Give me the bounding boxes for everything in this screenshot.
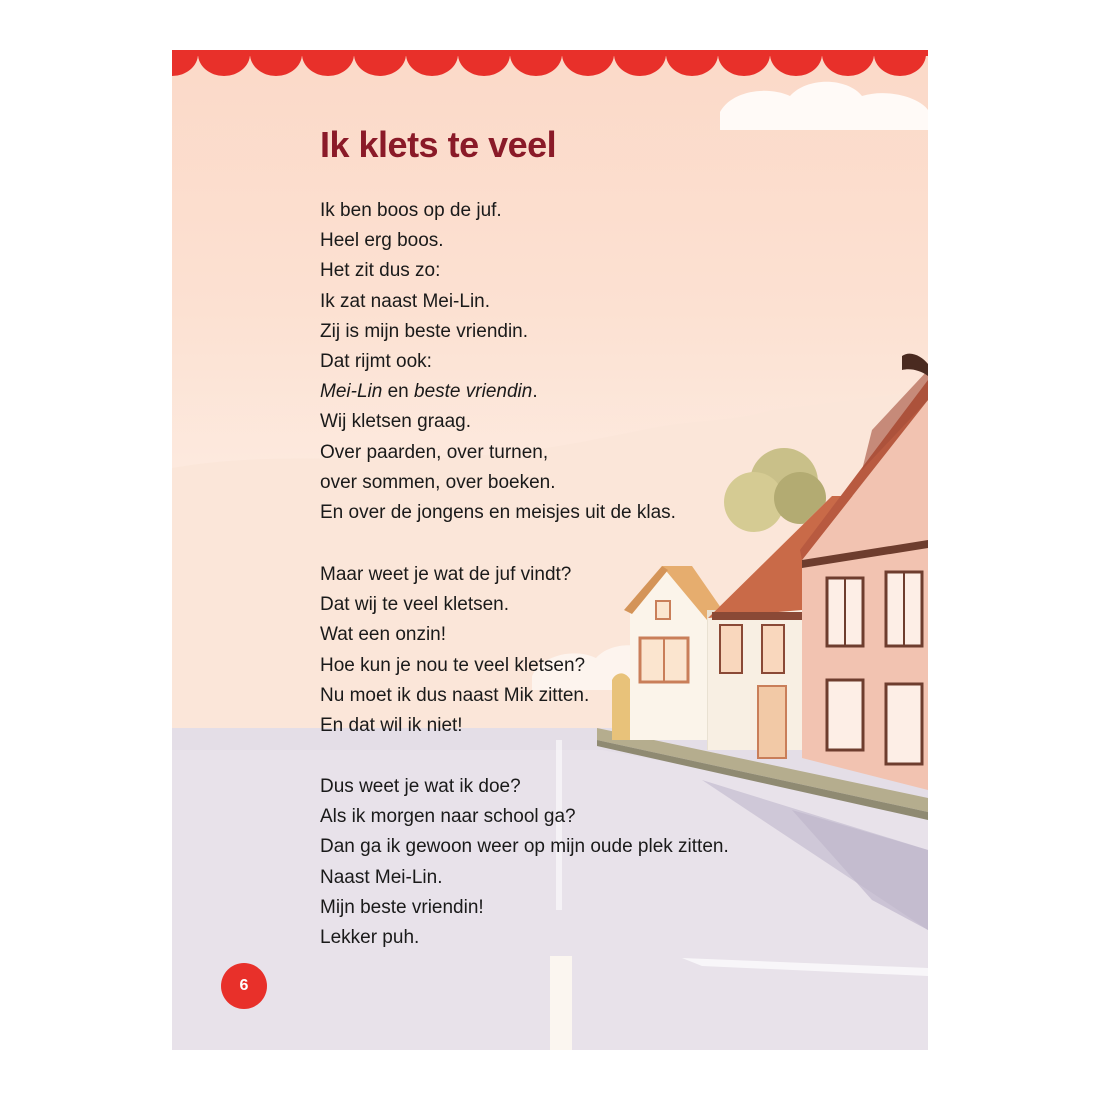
poem-line-rhyme [320, 377, 676, 407]
poem-line: Dan ga ik gewoon weer op mijn oude plek zitten. [320, 836, 729, 858]
poem-line: Dat rijmt ook: [320, 350, 432, 372]
poem-line: Maar weet je wat de juf vindt? [320, 564, 572, 585]
poem-title: Ik klets te veel [320, 124, 557, 165]
poem-line: Wat een onzin! [320, 624, 447, 646]
scalloped-border [172, 50, 928, 80]
poem-line: Ik ben boos op de juf. [320, 200, 502, 221]
poem-line: Lekker puh. [320, 926, 420, 948]
stanza-3 [320, 772, 729, 953]
poem-line: over sommen, over boeken. [320, 471, 556, 493]
stanza-2 [320, 560, 589, 741]
poem-line: Zij is mijn beste vriendin. [320, 320, 529, 342]
poem-line: Het zit dus zo: [320, 260, 441, 282]
poem-line: Als ik morgen naar school ga? [320, 806, 576, 828]
poem-line: Nu moet ik dus naast Mik zitten. [320, 684, 590, 706]
rhyme-connector: en [382, 381, 415, 403]
poem-line: Heel erg boos. [320, 230, 444, 252]
poem-line: Dus weet je wat ik doe? [320, 776, 521, 797]
poem-line: Naast Mei-Lin. [320, 866, 443, 888]
poem-line: Over paarden, over turnen, [320, 441, 549, 463]
stanza-1 [320, 196, 676, 528]
poem-line: En dat wil ik niet! [320, 714, 463, 736]
poem-line: Wij kletsen graag. [320, 411, 472, 433]
poem-line: Ik zat naast Mei-Lin. [320, 290, 491, 312]
rhyme-word-1: Mei-Lin [320, 381, 383, 403]
poem-line: Dat wij te veel kletsen. [320, 594, 510, 616]
poem-line: Hoe kun je nou te veel kletsen? [320, 654, 586, 676]
rhyme-end: . [532, 381, 538, 403]
poem-line: En over de jongens en meisjes uit de klas. [320, 501, 676, 523]
book-page [172, 50, 928, 1050]
page-number-badge: 6 [221, 963, 267, 1009]
poem-line: Mijn beste vriendin! [320, 896, 484, 918]
rhyme-word-2: beste vriendin [414, 381, 533, 403]
